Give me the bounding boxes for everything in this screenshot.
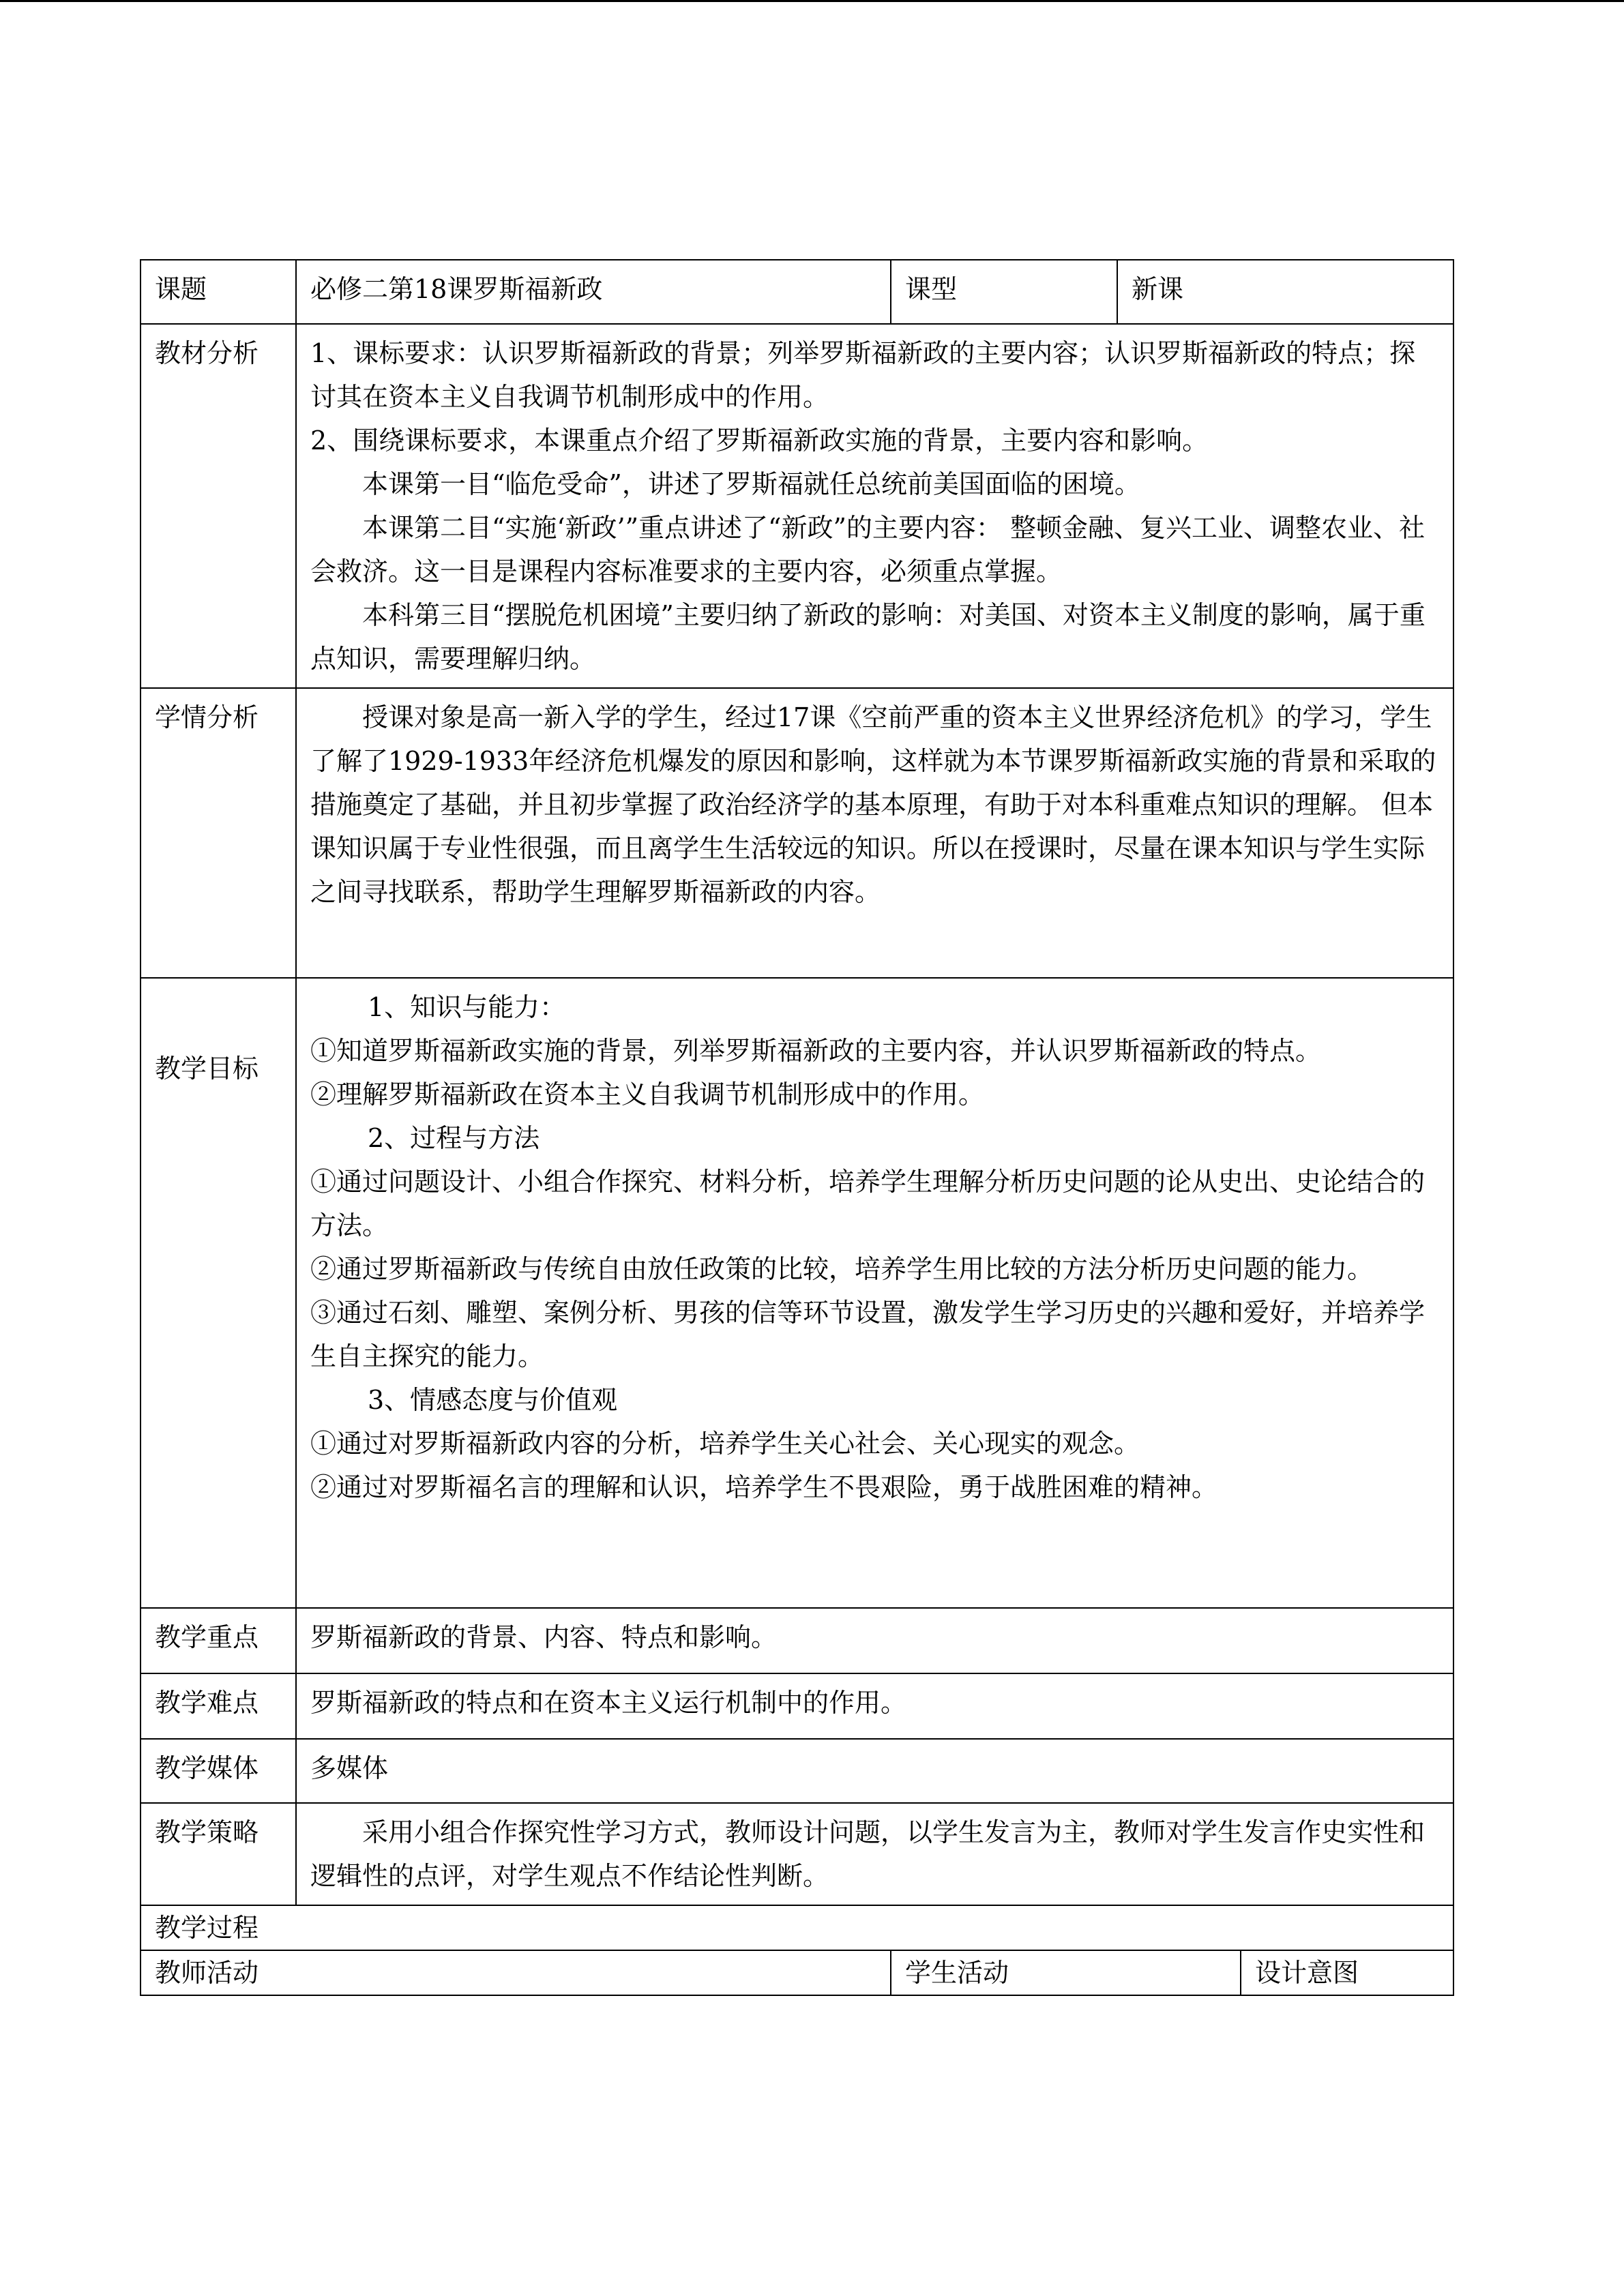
- media-value: 多媒体: [296, 1739, 1453, 1803]
- material-para: 本课第二目“实施‘新政’”重点讲述了“新政”的主要内容： 整顿金融、复兴工业、调整农业、社会救济。这一目是课程内容标准要求的主要内容，必须重点掌握。: [310, 513, 1425, 586]
- student-analysis-label: 学情分析: [141, 688, 296, 978]
- goal-item: ②理解罗斯福新政在资本主义自我调节机制形成中的作用。: [310, 1079, 985, 1109]
- goal-heading: 3、情感态度与价值观: [368, 1385, 618, 1415]
- row-student-analysis: [141, 688, 1453, 978]
- row-difficulties: [141, 1673, 1453, 1739]
- material-analysis-label: 教材分析: [141, 324, 296, 688]
- row-teaching-goals: [141, 978, 1453, 1608]
- row-process-columns: [141, 1950, 1453, 1995]
- key-points-label: 教学重点: [141, 1608, 296, 1673]
- teacher-activity-header: 教师活动: [141, 1950, 891, 1995]
- lesson-plan-table: [140, 259, 1454, 1996]
- material-para: 本课第一目“临危受命”，讲述了罗斯福就任总统前美国面临的困境。: [362, 469, 1140, 499]
- teaching-goals-label: 教学目标: [141, 978, 296, 1608]
- teaching-goals-content: [296, 978, 1453, 1608]
- goal-heading: 2、过程与方法: [368, 1123, 540, 1153]
- media-label: 教学媒体: [141, 1739, 296, 1803]
- difficulties-label: 教学难点: [141, 1673, 296, 1739]
- student-activity-header: 学生活动: [891, 1950, 1241, 1995]
- process-label: 教学过程: [141, 1905, 1453, 1950]
- row-material-analysis: [141, 324, 1453, 688]
- topic-label: 课题: [141, 260, 296, 324]
- material-para: 2、围绕课标要求，本课重点介绍了罗斯福新政实施的背景，主要内容和影响。: [310, 426, 1209, 456]
- student-analysis-text: 授课对象是高一新入学的学生，经过17课《空前严重的资本主义世界经济危机》的学习，学生了解了1929-1933年经济危机爆发的原因和影响，这样就为本节课罗斯福新政实施的背景和采取的措施奠定了基础，并且初步掌握了政治经济学的基本原理，有助于对本科重难点知识的理解。 但本课知识属于专业性很强，而且离学生生活较远的知识。所以在授课时，尽量在课本知识与学生实际之间寻找联系，帮助学生理解罗斯福新政的内容。: [310, 702, 1436, 907]
- row-strategy: [141, 1803, 1453, 1905]
- goal-item: ②通过罗斯福新政与传统自由放任政策的比较，培养学生用比较的方法分析历史问题的能力。: [310, 1254, 1374, 1284]
- goal-item: ①通过问题设计、小组合作探究、材料分析，培养学生理解分析历史问题的论从史出、史论结合的方法。: [310, 1167, 1426, 1240]
- material-para: 1、课标要求：认识罗斯福新政的背景；列举罗斯福新政的主要内容；认识罗斯福新政的特点；探讨其在资本主义自我调节机制形成中的作用。: [310, 338, 1416, 412]
- goal-item: ③通过石刻、雕塑、案例分析、男孩的信等环节设置，激发学生学习历史的兴趣和爱好，并培养学生自主探究的能力。: [310, 1298, 1426, 1371]
- strategy-text: 采用小组合作探究性学习方式，教师设计问题，以学生发言为主，教师对学生发言作史实性和逻辑性的点评，对学生观点不作结论性判断。: [310, 1817, 1426, 1891]
- goal-heading: 1、知识与能力：: [368, 992, 566, 1022]
- design-intent-header: 设计意图: [1241, 1950, 1453, 1995]
- strategy-content: [296, 1803, 1453, 1905]
- lesson-type-value: 新课: [1117, 260, 1453, 324]
- strategy-label: 教学策略: [141, 1803, 296, 1905]
- goal-item: ①通过对罗斯福新政内容的分析，培养学生关心社会、关心现实的观念。: [310, 1429, 1140, 1459]
- material-analysis-content: [296, 324, 1453, 688]
- difficulties-value: 罗斯福新政的特点和在资本主义运行机制中的作用。: [296, 1673, 1453, 1739]
- page-top-border: [0, 0, 1624, 2]
- goal-item: ①知道罗斯福新政实施的背景，列举罗斯福新政的主要内容，并认识罗斯福新政的特点。: [310, 1036, 1322, 1066]
- row-topic: [141, 260, 1453, 324]
- row-process: [141, 1905, 1453, 1950]
- lesson-type-label: 课型: [891, 260, 1117, 324]
- row-media: [141, 1739, 1453, 1803]
- student-analysis-content: [296, 688, 1453, 978]
- key-points-value: 罗斯福新政的背景、内容、特点和影响。: [296, 1608, 1453, 1673]
- material-para: 本科第三目“摆脱危机困境”主要归纳了新政的影响：对美国、对资本主义制度的影响，属于重点知识，需要理解归纳。: [310, 600, 1426, 674]
- row-key-points: [141, 1608, 1453, 1673]
- goal-item: ②通过对罗斯福名言的理解和认识，培养学生不畏艰险，勇于战胜困难的精神。: [310, 1472, 1218, 1502]
- topic-value: 必修二第18课罗斯福新政: [296, 260, 891, 324]
